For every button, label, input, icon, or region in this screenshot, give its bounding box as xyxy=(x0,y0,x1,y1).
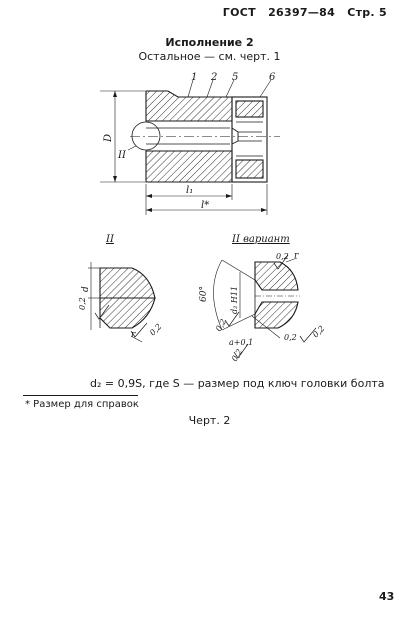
right-angle-60: 60° xyxy=(199,286,209,302)
formula-text: d₂ = 0,9S, где S — размер под ключ головки болта xyxy=(90,377,385,390)
left-label-r: r xyxy=(131,330,136,340)
left-label-d: d xyxy=(81,286,91,292)
header-standard: ГОСТ xyxy=(222,6,256,19)
dim-l1-label: l₁ xyxy=(186,185,194,196)
right-rough-bottom: 0,2 xyxy=(229,347,245,363)
detail-right-title: II вариант xyxy=(232,234,290,245)
dim-D-label: D xyxy=(103,133,114,142)
section-subtitle: Остальное — см. черт. 1 xyxy=(138,50,281,63)
leader-5: 5 xyxy=(232,72,239,83)
footnote-divider xyxy=(23,395,138,396)
leader-1: 1 xyxy=(191,72,198,83)
right-dia-d2: d₂ H11 xyxy=(230,285,239,314)
right-chamfer: a+0,1 xyxy=(229,338,254,347)
right-rough-02-side: 0,2 xyxy=(311,324,327,340)
left-rough-02: 0,2 xyxy=(78,297,87,310)
page-number: 43 xyxy=(379,590,395,603)
left-rough-02b: 0,2 xyxy=(148,322,164,338)
footnote-text: * Размер для справок xyxy=(25,399,139,410)
right-label-r: r xyxy=(294,251,299,261)
right-rough-top: 0,2 xyxy=(276,252,289,261)
section-title: Исполнение 2 xyxy=(165,36,254,49)
lower-wall xyxy=(146,151,232,182)
detail-left-title: II xyxy=(106,234,114,245)
right-rough-left: 0,2 xyxy=(213,317,229,333)
leader-6: 6 xyxy=(269,72,276,83)
view-mark: II xyxy=(118,150,126,161)
dim-l-label: l* xyxy=(201,200,210,211)
head-lower-slot xyxy=(236,160,263,178)
header-number: 26397—84 xyxy=(268,6,336,19)
leader-2: 2 xyxy=(211,72,218,83)
upper-wall xyxy=(146,91,232,121)
header-page: Стр. 5 xyxy=(347,6,387,19)
figure-caption: Черт. 2 xyxy=(188,414,231,427)
right-rough-02-lower: 0,2 xyxy=(284,333,297,342)
detail-left xyxy=(88,262,155,342)
head-upper-slot xyxy=(236,101,263,117)
